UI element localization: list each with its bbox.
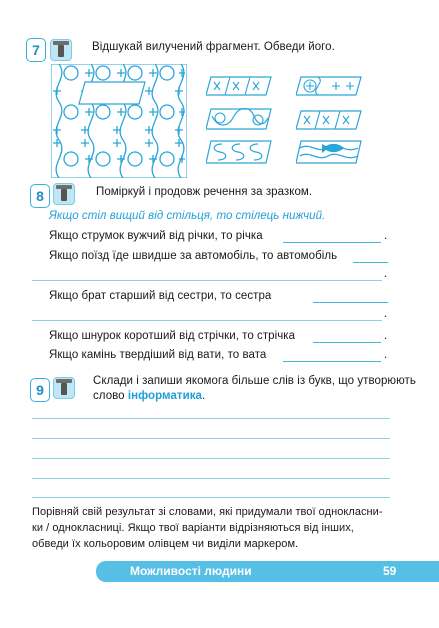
answer-blank-2a[interactable] xyxy=(353,262,388,263)
pattern-grid xyxy=(51,64,187,178)
wave-loops-option[interactable] xyxy=(206,108,272,130)
answer-blank-1[interactable] xyxy=(283,242,381,243)
pencil-note-icon xyxy=(50,39,72,61)
cross-row-option[interactable] xyxy=(206,76,272,96)
sentence-1: Якщо струмок вужчий від річки, то річка xyxy=(49,230,263,242)
instruction-prefix: слово xyxy=(93,390,128,402)
answer-blank-5[interactable] xyxy=(283,361,381,362)
task-8-example: Якщо стіл вищий від стільця, то стілець нижчий. xyxy=(49,210,326,222)
answer-blank-4[interactable] xyxy=(313,342,381,343)
writing-line-1[interactable] xyxy=(32,418,390,419)
note-line-2: ки / однокласниці. Якщо твої варіанти відрізняються від інших, xyxy=(32,522,354,534)
answer-line-3[interactable] xyxy=(32,320,382,321)
note-line-3: обведи їх кольоровим олівцем чи виділи маркером. xyxy=(32,538,299,550)
writing-line-4[interactable] xyxy=(32,478,390,479)
task-9-instruction-line2 xyxy=(93,390,205,402)
task-7-number: 7 xyxy=(26,38,46,62)
answer-line-2[interactable] xyxy=(32,280,382,281)
task-9-number: 9 xyxy=(30,378,50,402)
pencil-note-icon xyxy=(53,377,75,399)
writing-line-2[interactable] xyxy=(32,438,390,439)
highlight-word: інформатика xyxy=(127,390,202,402)
task-8-number: 8 xyxy=(30,184,50,208)
sentence-3-end: . xyxy=(384,308,388,320)
fish-waves-option[interactable] xyxy=(296,140,362,164)
note-line-1: Порівняй свій результат зі словами, які придумали твої однокласни- xyxy=(32,506,383,518)
task-7-instruction: Відшукай вилучений фрагмент. Обведи його. xyxy=(92,41,335,53)
task-9-instruction-line1: Склади і запиши якомога більше слів із букв, що утворюють xyxy=(93,375,416,387)
circle-plus-option[interactable] xyxy=(296,76,362,96)
sentence-5: Якщо камінь твердіший від вати, то вата xyxy=(49,349,267,361)
writing-line-3[interactable] xyxy=(32,458,390,459)
answer-blank-3a[interactable] xyxy=(313,302,388,303)
sentence-1-end: . xyxy=(384,230,388,242)
page-number: 59 xyxy=(383,564,397,578)
footer-title: Можливості людини xyxy=(130,564,252,578)
writing-line-5[interactable] xyxy=(32,497,390,498)
task-8-instruction: Поміркуй і продовж речення за зразком. xyxy=(96,186,313,198)
cross-row-option-2[interactable] xyxy=(296,110,362,130)
sentence-4-end: . xyxy=(384,330,388,342)
instruction-suffix: . xyxy=(201,390,206,402)
s-curves-option[interactable] xyxy=(206,140,272,164)
sentence-2-end: . xyxy=(384,268,388,280)
pencil-note-icon xyxy=(53,183,75,205)
sentence-4: Якщо шнурок коротший від стрічки, то стрічка xyxy=(49,330,296,342)
sentence-5-end: . xyxy=(384,349,388,361)
sentence-3: Якщо брат старший від сестри, то сестра xyxy=(49,290,272,302)
sentence-2: Якщо поїзд їде швидше за автомобіль, то автомобіль xyxy=(49,250,338,262)
